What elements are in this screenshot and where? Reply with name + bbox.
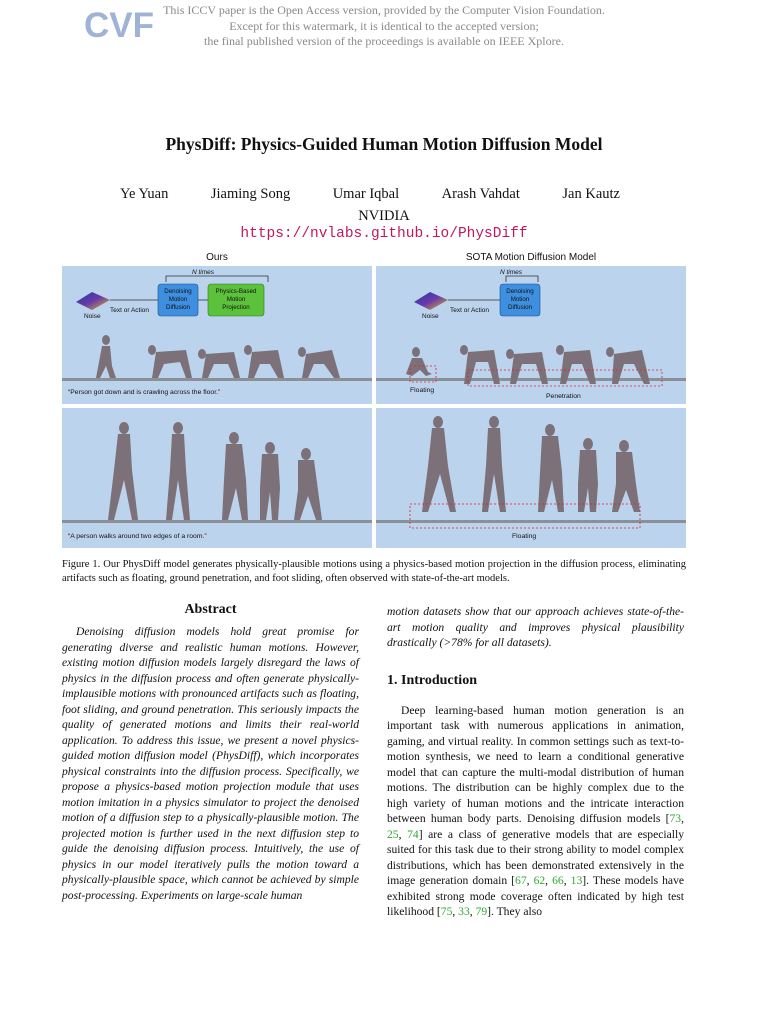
denoising-box-line: Motion [168,296,188,303]
paper-title: PhysDiff: Physics-Guided Human Motion Diffusion Model [165,134,603,154]
noise-label: Noise [84,313,101,320]
denoising-box-line: Diffusion [508,304,532,311]
citation-link[interactable]: 67 [515,874,527,887]
loop-label: N times [192,269,215,276]
intro-text: ] are a class of generative models that are especially suited for this task due to their strong ability to model complex distributions, which has been demonstrated extensively in the image generation domain [ [387,827,684,887]
floor [376,520,686,523]
panel-ours-crawl [62,266,372,404]
panel-sota-walk [376,408,686,548]
figure-caption: Figure 1. Our PhysDiff model generates physically-plausible motions using a physics-based motion projection in the diffusion process, eliminating artifacts such as floating, ground penetration, and foot sliding, often observed with state-of-the-art models. [62,559,686,584]
denoising-box-line: Diffusion [166,304,190,311]
noise-label: Noise [422,313,439,320]
human-figures [108,422,322,520]
floating-box [410,504,640,528]
citation-link[interactable]: 25 [387,827,399,841]
watermark-line: Except for this watermark, it is identical to the accepted version; [229,18,539,33]
noise-surface-icon [414,292,448,310]
author: Jiaming Song [210,186,291,202]
cvf-logo-text: CVF [84,6,154,45]
watermark [150,3,618,50]
intro-text: ]. These models have exhibited strong mode coverage often indicated by high test likelihood [ [387,874,685,918]
abstract-heading: Abstract [184,602,237,617]
denoising-box-line: Motion [510,296,530,303]
introduction-heading: 1. Introduction [387,672,477,688]
floor [376,378,686,381]
prompt-top: “Person got down and is crawling across the floor.” [68,389,221,396]
human-figures [422,416,640,512]
figure-header-sota: SOTA Motion Diffusion Model [465,252,597,263]
citation-link[interactable]: 73 [669,812,682,825]
author: Jan Kautz [562,186,620,202]
citation-link[interactable]: 66 [552,874,564,887]
loop-arrow [506,276,538,282]
abstract-text: Denoising diffusion models hold great promise for generating diverse and realistic human motions. However, existing motion diffusion models largely disregard the laws of physics in the diffusion process and often generate physically-implausible motions with pronounced artifacts such as floating, foot sliding, and ground penetration. This seriously impacts the quality of generated motions and limits their real-world application. To address this issue, we present a novel physics-guided motion diffusion model (PhysDiff), which incorporates physical constraints into the diffusion process. Specifically, we propose a physics-based motion projection module that uses motion imitation in a physics simulator to project the denoised motion of a diffusion step to a physically-plausible motion. The projected motion is further used in the next diffusion step to guide the denoising diffusion process. Intuitively, the use of physics in our model iteratively pulls the motion toward a physically-plausible space, which cannot be achieved by simple post-processing. Experiments on large-scale human [62,625,359,902]
panel-ours-walk [62,408,372,548]
text-action-label: Text or Action [110,307,150,314]
physics-box-line: Projection [222,304,250,311]
diagram-ours [62,266,372,404]
watermark-line: the final published version of the proceedings is available on IEEE Xplore. [204,34,564,48]
intro-text: ]. They also [487,905,543,918]
watermark-line: This ICCV paper is the Open Access version, provided by the Computer Vision Foundation. [163,3,605,17]
intro-text: Deep learning-based human motion generation is an important task with numerous applications in animation, gaming, and virtual reality. In common settings such as text-to-motion synthesis, we need to learn a conditional generative model that can capture the multi-modal distribution of human motions. The distribution can be highly complex due to the high variety of human motions and the intricate interaction between human body parts. Denoising diffusion models [ [387,703,684,825]
left-column [62,602,359,903]
panel-sota-crawl [376,266,686,404]
author: Umar Iqbal [332,186,400,202]
noise-surface-icon [76,292,110,310]
citation-link[interactable]: 75 [440,905,453,918]
introduction-paragraph: Deep learning-based human motion generation is an important task with numerous applications in animation, gaming, and virtual reality. In common settings such as text-to-motion synthesis, we need to learn a conditional generative model that can capture the multi-modal distribution of human motions. The distribution can be highly complex due to the high variety of human motions and the intricate interaction between human body parts. Denoising diffusion models [73, 25, 74] are a class of generative models that are especially suited for this task due to their strong ability to model complex distributions, which has been demonstrated extensively in the image generation domain [67, 62, 66, 13]. These models have exhibited strong mode coverage often indicated by high test likelihood [75, 33, 79]. They also [387,703,685,918]
citation-link[interactable]: 13 [570,874,583,887]
artifact-penetration-label: Penetration [546,393,581,400]
floor [62,378,372,381]
floor [62,520,372,523]
author-list [120,186,620,203]
loop-arrow [166,276,268,282]
diagram-sota [376,266,686,404]
author: Arash Vahdat [441,186,520,202]
human-figures [96,335,340,378]
artifact-floating-label: Floating [410,387,435,394]
affiliation: NVIDIA [358,208,410,224]
citation-link[interactable]: 33 [458,905,470,918]
physics-box-line: Motion [226,296,246,303]
artifact-floating-label: Floating [512,533,537,540]
figure-1 [62,252,686,548]
prompt-bottom: “A person walks around two edges of a room.” [68,533,207,540]
scene-ours-walk [62,408,372,548]
figure-header-ours: Ours [206,252,228,263]
denoising-box-line: Denoising [506,288,534,295]
right-column [387,604,684,920]
loop-label: N times [500,269,523,276]
text-action-label: Text or Action [450,307,490,314]
citation-link[interactable]: 62 [533,874,546,887]
scene-sota-walk [376,408,686,548]
author: Ye Yuan [120,186,169,202]
citation-link[interactable]: 74 [407,827,419,841]
denoising-box-line: Denoising [164,288,192,295]
abstract-continuation: motion datasets show that our approach achieves state-of-the-art motion quality and improves physical plausibility drastically (>78% for all datasets). [387,605,684,649]
physics-box-line: Physics-Based [215,288,257,295]
project-url[interactable]: https://nvlabs.github.io/PhysDiff [240,226,528,242]
cvf-logo [84,6,154,45]
citation-link[interactable]: 79 [475,905,488,918]
